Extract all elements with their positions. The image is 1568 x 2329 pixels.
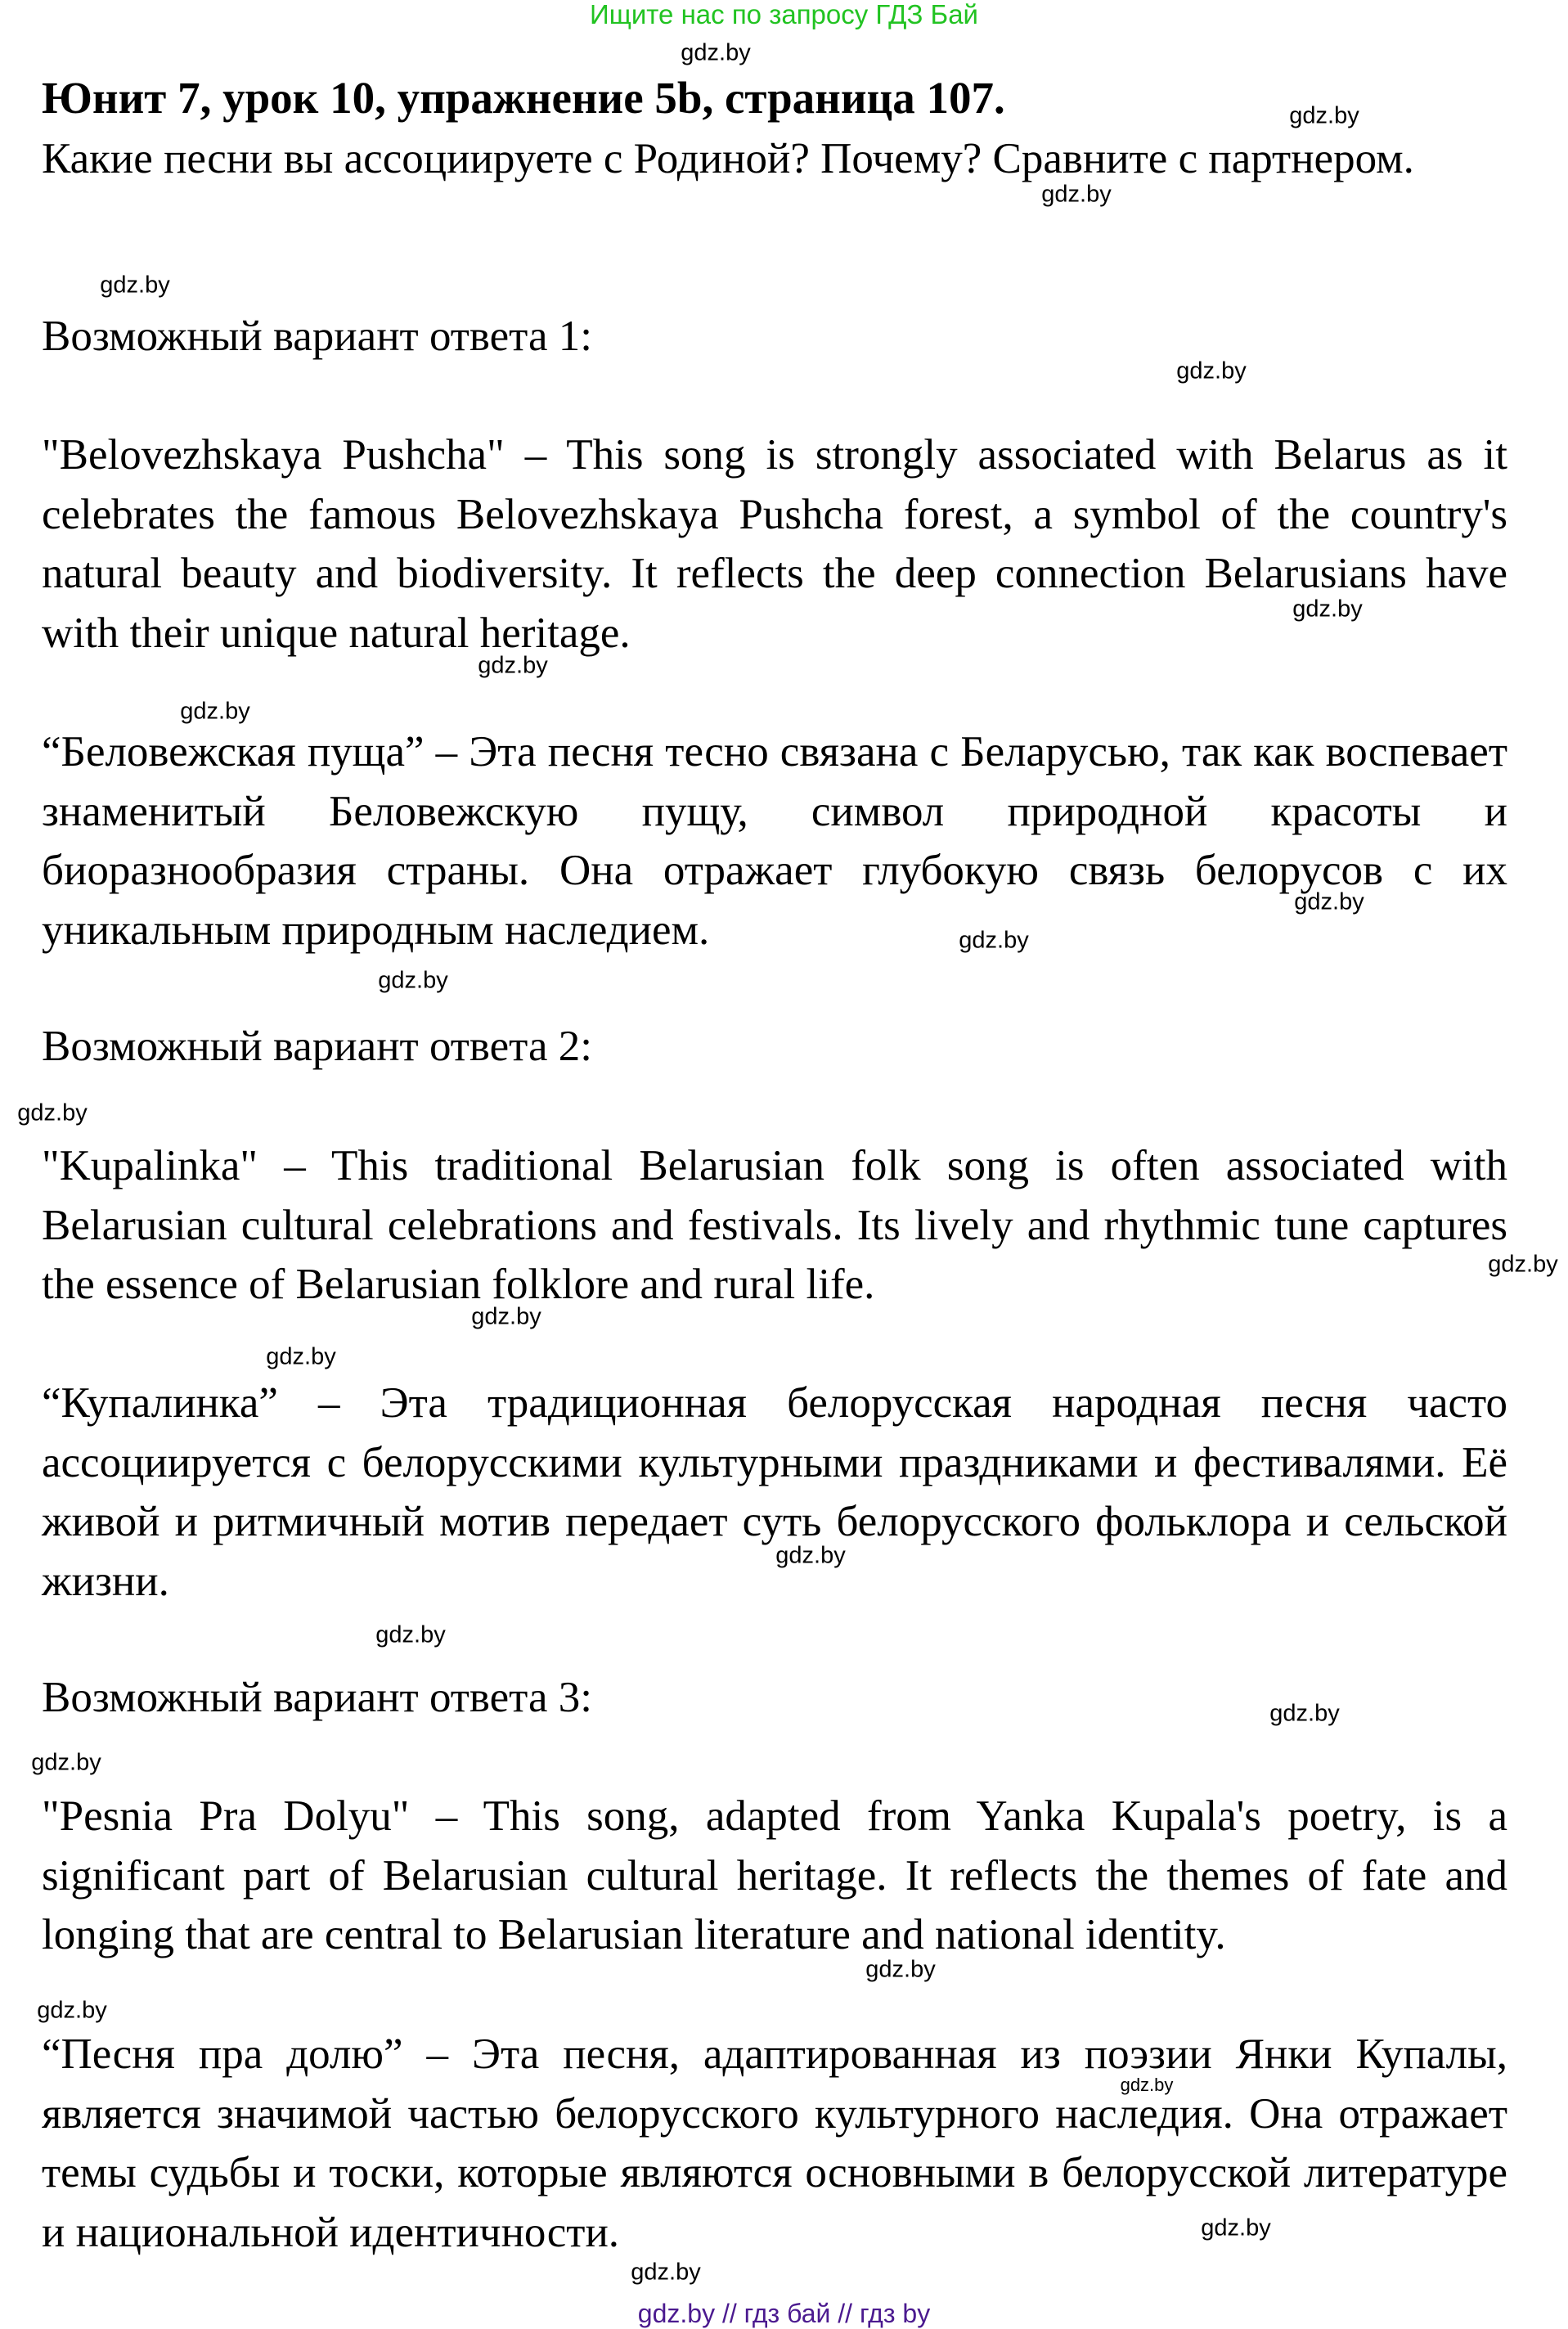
watermark: gdz.by [180, 698, 250, 725]
watermark: gdz.by [959, 927, 1029, 954]
watermark: gdz.by [1292, 596, 1363, 623]
watermark: gdz.by [31, 1749, 101, 1776]
watermark: gdz.by [865, 1956, 936, 1983]
watermark: gdz.by [378, 967, 448, 994]
watermark: gdz.by [1294, 888, 1364, 915]
answer-2-label: Возможный вариант ответа 2: [42, 1023, 592, 1070]
watermark: gdz.by [1488, 1251, 1558, 1278]
watermark: gdz.by [1176, 357, 1247, 384]
watermark: gdz.by [1120, 2075, 1174, 2095]
search-banner: Ищите нас по запросу ГДЗ Бай [590, 0, 978, 29]
watermark: gdz.by [100, 272, 170, 299]
answer-3-russian: “Песня пра долю” – Эта песня, адаптированная из поэзии Янки Купалы, является значимой частью белорусского культурного наследия. Она отражает темы судьбы и тоски, которые являются основными в белорусской литературе и национальной идентичности. [42, 2030, 1507, 2257]
answer-3-label: Возможный вариант ответа 3: [42, 1674, 592, 1721]
answer-1-english: "Belovezhskaya Pushcha" – This song is strongly associated with Belarus as it celebrates the famous Belovezhskaya Pushcha forest, a symbol of the country's natural beauty and biodiversity. It reflects the deep connection Belarusians have with their unique natural heritage. [42, 431, 1507, 658]
watermark: gdz.by [375, 1621, 446, 1648]
watermark: gdz.by [1289, 102, 1359, 129]
watermark: gdz.by [1041, 181, 1112, 208]
question: Какие песни вы ассоциируете с Родиной? Почему? Сравните с партнером. [42, 135, 1414, 182]
watermark: gdz.by [37, 1997, 107, 2024]
answer-2-english: "Kupalinka" – This traditional Belarusian folk song is often associated with Belarusian cultural celebrations and festivals. Its lively and rhythmic tune captures the essence of Belarusian folklore and rural life. [42, 1142, 1507, 1309]
watermark: gdz.by [17, 1099, 88, 1126]
answer-2-russian: “Купалинка” – Эта традиционная белорусская народная песня часто ассоциируется с белорусскими культурными праздниками и фестивалями. Её живой и ритмичный мотив передает суть белорусского фольклора и сельской жизни. [42, 1379, 1507, 1606]
watermark: gdz.by [631, 2259, 701, 2286]
watermark: gdz.by [1269, 1700, 1340, 1727]
watermark: gdz.by [1201, 2214, 1271, 2241]
watermark: gdz.by [478, 652, 548, 679]
answer-3-english: "Pesnia Pra Dolyu" – This song, adapted from Yanka Kupala's poetry, is a significant part of Belarusian cultural heritage. It reflects the themes of fate and longing that are central to Belarusian literature and national identity. [42, 1792, 1507, 1959]
footer-links[interactable]: gdz.by // гдз бай // гдз by [637, 2299, 931, 2328]
answer-1-russian: “Беловежская пуща” – Эта песня тесно связана с Беларусью, так как воспевает знаменитый Беловежскую пущу, символ природной красоты и биоразнообразия страны. Она отражает глубокую связь белорусов с их уникальным природным наследием. [42, 728, 1507, 955]
watermark: gdz.by [775, 1542, 846, 1569]
watermark: gdz.by [681, 39, 751, 66]
watermark: gdz.by [471, 1303, 541, 1330]
answer-1-label: Возможный вариант ответа 1: [42, 312, 592, 360]
watermark: gdz.by [266, 1343, 336, 1370]
page-title: Юнит 7, урок 10, упражнение 5b, страница 107. [42, 73, 1005, 123]
